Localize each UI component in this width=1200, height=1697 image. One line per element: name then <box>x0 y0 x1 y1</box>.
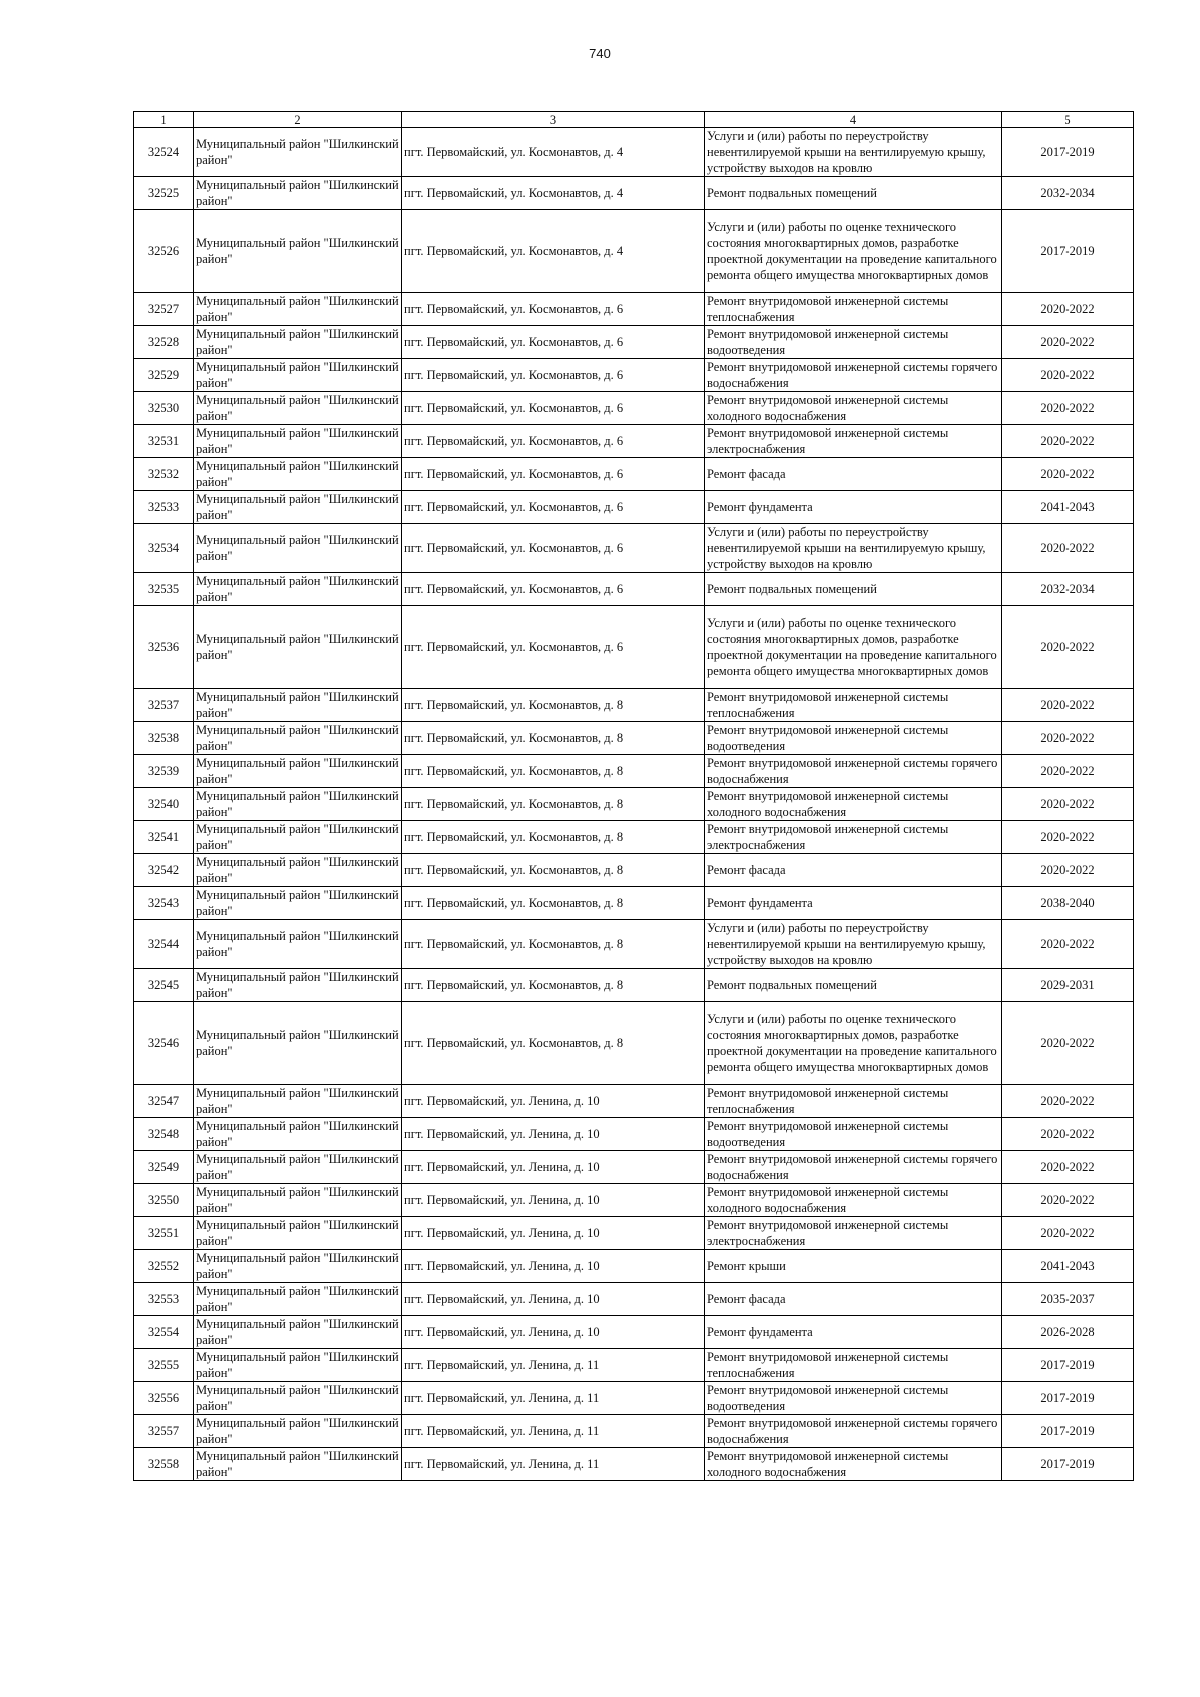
address-cell: пгт. Первомайский, ул. Ленина, д. 11 <box>402 1448 705 1481</box>
address-cell: пгт. Первомайский, ул. Космонавтов, д. 4 <box>402 177 705 210</box>
work-type-cell: Ремонт внутридомовой инженерной системы электроснабжения <box>705 1217 1002 1250</box>
row-number-cell: 32550 <box>134 1184 194 1217</box>
period-cell: 2038-2040 <box>1002 887 1134 920</box>
period-cell: 2032-2034 <box>1002 177 1134 210</box>
table-row <box>134 1349 1134 1382</box>
period-cell: 2020-2022 <box>1002 689 1134 722</box>
work-type-cell: Ремонт внутридомовой инженерной системы водоотведения <box>705 722 1002 755</box>
work-type-cell: Ремонт подвальных помещений <box>705 969 1002 1002</box>
district-cell: Муниципальный район "Шилкинский район" <box>194 293 402 326</box>
address-cell: пгт. Первомайский, ул. Космонавтов, д. 6 <box>402 425 705 458</box>
capital-repair-table <box>133 111 1134 1481</box>
table-row <box>134 1316 1134 1349</box>
address-cell: пгт. Первомайский, ул. Космонавтов, д. 6 <box>402 359 705 392</box>
row-number-cell: 32537 <box>134 689 194 722</box>
table-row <box>134 1382 1134 1415</box>
work-type-cell: Ремонт внутридомовой инженерной системы холодного водоснабжения <box>705 788 1002 821</box>
column-header-2: 2 <box>194 112 402 128</box>
period-cell: 2029-2031 <box>1002 969 1134 1002</box>
period-cell: 2035-2037 <box>1002 1283 1134 1316</box>
period-cell: 2017-2019 <box>1002 1349 1134 1382</box>
address-cell: пгт. Первомайский, ул. Космонавтов, д. 4 <box>402 210 705 293</box>
row-number-cell: 32535 <box>134 573 194 606</box>
work-type-cell: Ремонт внутридомовой инженерной системы холодного водоснабжения <box>705 392 1002 425</box>
row-number-cell: 32547 <box>134 1085 194 1118</box>
row-number-cell: 32539 <box>134 755 194 788</box>
address-cell: пгт. Первомайский, ул. Ленина, д. 10 <box>402 1316 705 1349</box>
table-row <box>134 573 1134 606</box>
district-cell: Муниципальный район "Шилкинский район" <box>194 969 402 1002</box>
row-number-cell: 32533 <box>134 491 194 524</box>
column-header-1: 1 <box>134 112 194 128</box>
period-cell: 2032-2034 <box>1002 573 1134 606</box>
address-cell: пгт. Первомайский, ул. Космонавтов, д. 8 <box>402 689 705 722</box>
table-row <box>134 1151 1134 1184</box>
address-cell: пгт. Первомайский, ул. Ленина, д. 10 <box>402 1085 705 1118</box>
period-cell: 2041-2043 <box>1002 491 1134 524</box>
row-number-cell: 32544 <box>134 920 194 969</box>
table-row <box>134 1085 1134 1118</box>
table-row <box>134 788 1134 821</box>
address-cell: пгт. Первомайский, ул. Ленина, д. 10 <box>402 1118 705 1151</box>
table-row <box>134 392 1134 425</box>
table-row <box>134 689 1134 722</box>
table-row <box>134 524 1134 573</box>
district-cell: Муниципальный район "Шилкинский район" <box>194 606 402 689</box>
table-row <box>134 1184 1134 1217</box>
period-cell: 2041-2043 <box>1002 1250 1134 1283</box>
district-cell: Муниципальный район "Шилкинский район" <box>194 1002 402 1085</box>
district-cell: Муниципальный район "Шилкинский район" <box>194 1184 402 1217</box>
period-cell: 2020-2022 <box>1002 293 1134 326</box>
address-cell: пгт. Первомайский, ул. Космонавтов, д. 8 <box>402 920 705 969</box>
work-type-cell: Ремонт внутридомовой инженерной системы холодного водоснабжения <box>705 1448 1002 1481</box>
table-row <box>134 1448 1134 1481</box>
row-number-cell: 32543 <box>134 887 194 920</box>
row-number-cell: 32549 <box>134 1151 194 1184</box>
row-number-cell: 32542 <box>134 854 194 887</box>
district-cell: Муниципальный район "Шилкинский район" <box>194 1349 402 1382</box>
address-cell: пгт. Первомайский, ул. Ленина, д. 10 <box>402 1250 705 1283</box>
district-cell: Муниципальный район "Шилкинский район" <box>194 573 402 606</box>
address-cell: пгт. Первомайский, ул. Космонавтов, д. 6 <box>402 326 705 359</box>
work-type-cell: Ремонт крыши <box>705 1250 1002 1283</box>
address-cell: пгт. Первомайский, ул. Ленина, д. 10 <box>402 1283 705 1316</box>
address-cell: пгт. Первомайский, ул. Космонавтов, д. 8 <box>402 755 705 788</box>
period-cell: 2020-2022 <box>1002 821 1134 854</box>
row-number-cell: 32554 <box>134 1316 194 1349</box>
row-number-cell: 32557 <box>134 1415 194 1448</box>
work-type-cell: Ремонт внутридомовой инженерной системы теплоснабжения <box>705 1349 1002 1382</box>
period-cell: 2020-2022 <box>1002 854 1134 887</box>
table-row <box>134 1118 1134 1151</box>
address-cell: пгт. Первомайский, ул. Космонавтов, д. 6 <box>402 392 705 425</box>
period-cell: 2020-2022 <box>1002 1184 1134 1217</box>
row-number-cell: 32524 <box>134 128 194 177</box>
period-cell: 2020-2022 <box>1002 326 1134 359</box>
period-cell: 2020-2022 <box>1002 722 1134 755</box>
row-number-cell: 32534 <box>134 524 194 573</box>
work-type-cell: Ремонт фасада <box>705 854 1002 887</box>
address-cell: пгт. Первомайский, ул. Ленина, д. 10 <box>402 1184 705 1217</box>
work-type-cell: Услуги и (или) работы по оценке технического состояния многоквартирных домов, разработке проектной документации на проведение капитального ремонта общего имущества многоквартирных домов <box>705 606 1002 689</box>
period-cell: 2020-2022 <box>1002 359 1134 392</box>
work-type-cell: Услуги и (или) работы по переустройству невентилируемой крыши на вентилируемую крышу, устройству выходов на кровлю <box>705 920 1002 969</box>
work-type-cell: Ремонт фундамента <box>705 887 1002 920</box>
period-cell: 2017-2019 <box>1002 128 1134 177</box>
period-cell: 2020-2022 <box>1002 1085 1134 1118</box>
address-cell: пгт. Первомайский, ул. Космонавтов, д. 8 <box>402 788 705 821</box>
row-number-cell: 32530 <box>134 392 194 425</box>
work-type-cell: Ремонт внутридомовой инженерной системы электроснабжения <box>705 425 1002 458</box>
table-row <box>134 887 1134 920</box>
header-row <box>134 112 1134 128</box>
table-row <box>134 458 1134 491</box>
address-cell: пгт. Первомайский, ул. Космонавтов, д. 6 <box>402 606 705 689</box>
address-cell: пгт. Первомайский, ул. Ленина, д. 10 <box>402 1151 705 1184</box>
district-cell: Муниципальный район "Шилкинский район" <box>194 491 402 524</box>
address-cell: пгт. Первомайский, ул. Космонавтов, д. 6 <box>402 458 705 491</box>
district-cell: Муниципальный район "Шилкинский район" <box>194 458 402 491</box>
period-cell: 2020-2022 <box>1002 392 1134 425</box>
period-cell: 2020-2022 <box>1002 1118 1134 1151</box>
table-row <box>134 1250 1134 1283</box>
row-number-cell: 32552 <box>134 1250 194 1283</box>
district-cell: Муниципальный район "Шилкинский район" <box>194 854 402 887</box>
district-cell: Муниципальный район "Шилкинский район" <box>194 1217 402 1250</box>
table-row <box>134 1283 1134 1316</box>
table-row <box>134 1415 1134 1448</box>
row-number-cell: 32545 <box>134 969 194 1002</box>
table-row <box>134 177 1134 210</box>
table-row <box>134 359 1134 392</box>
address-cell: пгт. Первомайский, ул. Космонавтов, д. 8 <box>402 821 705 854</box>
work-type-cell: Услуги и (или) работы по переустройству невентилируемой крыши на вентилируемую крышу, устройству выходов на кровлю <box>705 128 1002 177</box>
table-row <box>134 1002 1134 1085</box>
period-cell: 2020-2022 <box>1002 458 1134 491</box>
table-row <box>134 722 1134 755</box>
address-cell: пгт. Первомайский, ул. Космонавтов, д. 8 <box>402 722 705 755</box>
district-cell: Муниципальный район "Шилкинский район" <box>194 788 402 821</box>
work-type-cell: Ремонт внутридомовой инженерной системы холодного водоснабжения <box>705 1184 1002 1217</box>
district-cell: Муниципальный район "Шилкинский район" <box>194 425 402 458</box>
row-number-cell: 32541 <box>134 821 194 854</box>
table-row <box>134 854 1134 887</box>
district-cell: Муниципальный район "Шилкинский район" <box>194 1151 402 1184</box>
work-type-cell: Ремонт внутридомовой инженерной системы теплоснабжения <box>705 293 1002 326</box>
row-number-cell: 32536 <box>134 606 194 689</box>
work-type-cell: Услуги и (или) работы по оценке технического состояния многоквартирных домов, разработке проектной документации на проведение капитального ремонта общего имущества многоквартирных домов <box>705 1002 1002 1085</box>
table-row <box>134 755 1134 788</box>
period-cell: 2020-2022 <box>1002 524 1134 573</box>
address-cell: пгт. Первомайский, ул. Ленина, д. 11 <box>402 1349 705 1382</box>
table-row <box>134 128 1134 177</box>
district-cell: Муниципальный район "Шилкинский район" <box>194 1250 402 1283</box>
table-row <box>134 425 1134 458</box>
row-number-cell: 32553 <box>134 1283 194 1316</box>
period-cell: 2017-2019 <box>1002 1382 1134 1415</box>
table-row <box>134 293 1134 326</box>
work-type-cell: Ремонт внутридомовой инженерной системы теплоснабжения <box>705 1085 1002 1118</box>
district-cell: Муниципальный район "Шилкинский район" <box>194 1382 402 1415</box>
work-type-cell: Ремонт внутридомовой инженерной системы электроснабжения <box>705 821 1002 854</box>
table-row <box>134 920 1134 969</box>
row-number-cell: 32526 <box>134 210 194 293</box>
address-cell: пгт. Первомайский, ул. Космонавтов, д. 8 <box>402 969 705 1002</box>
work-type-cell: Ремонт внутридомовой инженерной системы горячего водоснабжения <box>705 359 1002 392</box>
row-number-cell: 32532 <box>134 458 194 491</box>
row-number-cell: 32529 <box>134 359 194 392</box>
work-type-cell: Ремонт фасада <box>705 1283 1002 1316</box>
work-type-cell: Ремонт внутридомовой инженерной системы теплоснабжения <box>705 689 1002 722</box>
table-row <box>134 821 1134 854</box>
district-cell: Муниципальный район "Шилкинский район" <box>194 128 402 177</box>
table-row <box>134 491 1134 524</box>
row-number-cell: 32548 <box>134 1118 194 1151</box>
work-type-cell: Ремонт подвальных помещений <box>705 573 1002 606</box>
column-header-4: 4 <box>705 112 1002 128</box>
district-cell: Муниципальный район "Шилкинский район" <box>194 1415 402 1448</box>
work-type-cell: Ремонт внутридомовой инженерной системы водоотведения <box>705 1118 1002 1151</box>
period-cell: 2020-2022 <box>1002 1002 1134 1085</box>
work-type-cell: Ремонт внутридомовой инженерной системы горячего водоснабжения <box>705 755 1002 788</box>
address-cell: пгт. Первомайский, ул. Космонавтов, д. 8 <box>402 854 705 887</box>
district-cell: Муниципальный район "Шилкинский район" <box>194 326 402 359</box>
column-header-5: 5 <box>1002 112 1134 128</box>
address-cell: пгт. Первомайский, ул. Космонавтов, д. 8 <box>402 1002 705 1085</box>
address-cell: пгт. Первомайский, ул. Ленина, д. 11 <box>402 1382 705 1415</box>
district-cell: Муниципальный район "Шилкинский район" <box>194 210 402 293</box>
work-type-cell: Услуги и (или) работы по оценке технического состояния многоквартирных домов, разработке проектной документации на проведение капитального ремонта общего имущества многоквартирных домов <box>705 210 1002 293</box>
address-cell: пгт. Первомайский, ул. Космонавтов, д. 6 <box>402 524 705 573</box>
work-type-cell: Ремонт фундамента <box>705 491 1002 524</box>
period-cell: 2020-2022 <box>1002 755 1134 788</box>
work-type-cell: Ремонт фасада <box>705 458 1002 491</box>
district-cell: Муниципальный район "Шилкинский район" <box>194 1283 402 1316</box>
page-number: 740 <box>589 46 611 61</box>
row-number-cell: 32531 <box>134 425 194 458</box>
row-number-cell: 32556 <box>134 1382 194 1415</box>
period-cell: 2020-2022 <box>1002 1217 1134 1250</box>
period-cell: 2020-2022 <box>1002 606 1134 689</box>
district-cell: Муниципальный район "Шилкинский район" <box>194 359 402 392</box>
address-cell: пгт. Первомайский, ул. Космонавтов, д. 6 <box>402 491 705 524</box>
period-cell: 2026-2028 <box>1002 1316 1134 1349</box>
district-cell: Муниципальный район "Шилкинский район" <box>194 392 402 425</box>
district-cell: Муниципальный район "Шилкинский район" <box>194 689 402 722</box>
address-cell: пгт. Первомайский, ул. Космонавтов, д. 8 <box>402 887 705 920</box>
table-body <box>134 128 1134 1481</box>
row-number-cell: 32527 <box>134 293 194 326</box>
district-cell: Муниципальный район "Шилкинский район" <box>194 722 402 755</box>
row-number-cell: 32528 <box>134 326 194 359</box>
period-cell: 2017-2019 <box>1002 210 1134 293</box>
district-cell: Муниципальный район "Шилкинский район" <box>194 1316 402 1349</box>
table-row <box>134 1217 1134 1250</box>
period-cell: 2020-2022 <box>1002 1151 1134 1184</box>
table-row <box>134 606 1134 689</box>
address-cell: пгт. Первомайский, ул. Космонавтов, д. 4 <box>402 128 705 177</box>
work-type-cell: Ремонт внутридомовой инженерной системы водоотведения <box>705 326 1002 359</box>
period-cell: 2020-2022 <box>1002 920 1134 969</box>
work-type-cell: Ремонт подвальных помещений <box>705 177 1002 210</box>
table-row <box>134 210 1134 293</box>
district-cell: Муниципальный район "Шилкинский район" <box>194 1085 402 1118</box>
row-number-cell: 32525 <box>134 177 194 210</box>
district-cell: Муниципальный район "Шилкинский район" <box>194 755 402 788</box>
row-number-cell: 32540 <box>134 788 194 821</box>
work-type-cell: Услуги и (или) работы по переустройству невентилируемой крыши на вентилируемую крышу, устройству выходов на кровлю <box>705 524 1002 573</box>
table-row <box>134 326 1134 359</box>
address-cell: пгт. Первомайский, ул. Ленина, д. 10 <box>402 1217 705 1250</box>
row-number-cell: 32551 <box>134 1217 194 1250</box>
table-row <box>134 969 1134 1002</box>
column-header-3: 3 <box>402 112 705 128</box>
district-cell: Муниципальный район "Шилкинский район" <box>194 1448 402 1481</box>
work-type-cell: Ремонт фундамента <box>705 1316 1002 1349</box>
period-cell: 2020-2022 <box>1002 788 1134 821</box>
address-cell: пгт. Первомайский, ул. Космонавтов, д. 6 <box>402 293 705 326</box>
period-cell: 2020-2022 <box>1002 425 1134 458</box>
address-cell: пгт. Первомайский, ул. Ленина, д. 11 <box>402 1415 705 1448</box>
district-cell: Муниципальный район "Шилкинский район" <box>194 920 402 969</box>
period-cell: 2017-2019 <box>1002 1415 1134 1448</box>
district-cell: Муниципальный район "Шилкинский район" <box>194 1118 402 1151</box>
district-cell: Муниципальный район "Шилкинский район" <box>194 177 402 210</box>
district-cell: Муниципальный район "Шилкинский район" <box>194 821 402 854</box>
district-cell: Муниципальный район "Шилкинский район" <box>194 887 402 920</box>
work-type-cell: Ремонт внутридомовой инженерной системы горячего водоснабжения <box>705 1151 1002 1184</box>
work-type-cell: Ремонт внутридомовой инженерной системы водоотведения <box>705 1382 1002 1415</box>
district-cell: Муниципальный район "Шилкинский район" <box>194 524 402 573</box>
address-cell: пгт. Первомайский, ул. Космонавтов, д. 6 <box>402 573 705 606</box>
row-number-cell: 32546 <box>134 1002 194 1085</box>
period-cell: 2017-2019 <box>1002 1448 1134 1481</box>
row-number-cell: 32538 <box>134 722 194 755</box>
row-number-cell: 32558 <box>134 1448 194 1481</box>
row-number-cell: 32555 <box>134 1349 194 1382</box>
work-type-cell: Ремонт внутридомовой инженерной системы горячего водоснабжения <box>705 1415 1002 1448</box>
